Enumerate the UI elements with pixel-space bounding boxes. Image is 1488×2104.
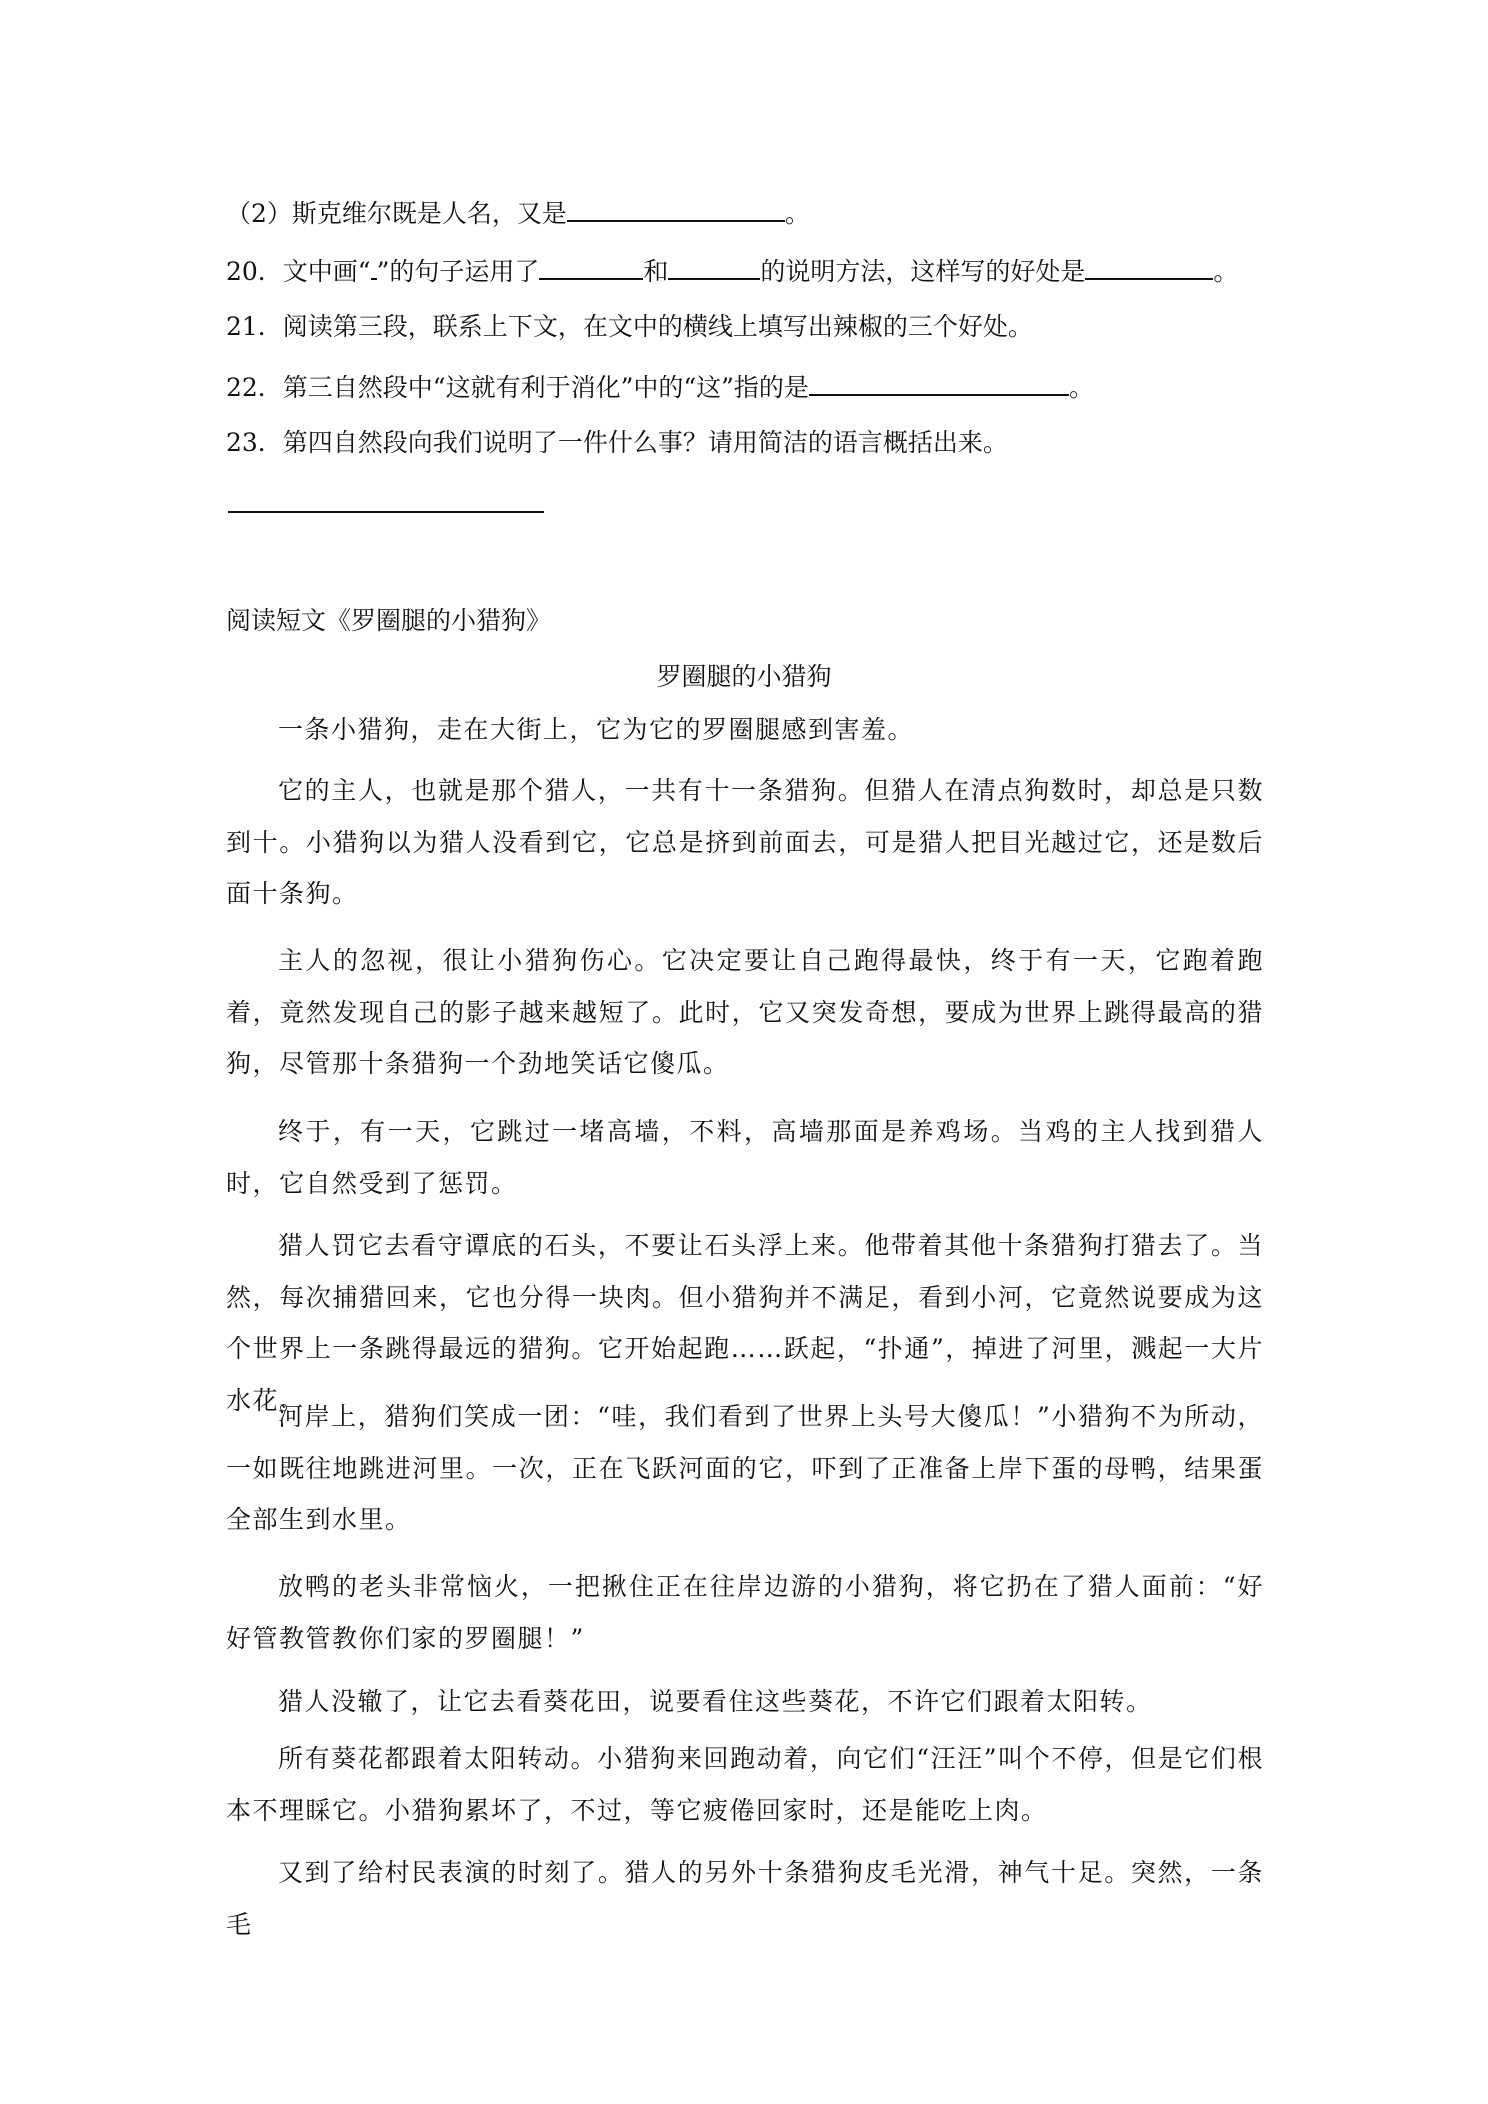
answer-blank[interactable] — [1085, 256, 1213, 280]
reading-intro: 阅读短文《罗圈腿的小猎狗》 — [226, 606, 552, 635]
answer-blank[interactable] — [539, 256, 643, 280]
passage-paragraph: 猎人没辙了，让它去看葵花田，说要看住这些葵花，不许它们跟着太阳转。 — [278, 1687, 1153, 1716]
question-19-2: （2）斯克维尔既是人名，又是 。 — [226, 199, 810, 228]
passage-paragraph: 放鸭的老头非常恼火，一把揪住正在往岸边游的小猎狗，将它扔在了猎人面前：“好好管教管教你们家的罗圈腿！” — [226, 1572, 1264, 1653]
passage-paragraph: 终于，有一天，它跳过一堵高墙，不料，高墙那面是养鸡场。当鸡的主人找到猎人时，它自然受到了惩罚。 — [226, 1117, 1264, 1198]
passage-paragraph: 猎人罚它去看守谭底的石头，不要让石头浮上来。他带着其他十条猎狗打猎去了。当然，每次捕猎回来，它也分得一块肉。但小猎狗并不满足，看到小河，它竟然说要成为这个世界上一条跳得最远的猎狗。它开始起跑……跃起，“扑通”，掉进了河里，溅起一大片水花。 — [226, 1231, 1264, 1415]
passage-paragraph: 一条小猎狗，走在大街上，它为它的罗圈腿感到害羞。 — [278, 715, 915, 744]
answer-blank[interactable] — [567, 198, 785, 222]
question-22: 22．第三自然段中“这就有利于消化”中的“这”指的是 。 — [226, 373, 1094, 402]
passage-paragraph: 主人的忽视，很让小猎狗伤心。它决定要让自己跑得最快，终于有一天，它跑着跑着，竟然发现自己的影子越来越短了。此时，它又突发奇想，要成为世界上跳得最高的猎狗，尽管那十条猎狗一个劲地笑话它傻瓜。 — [226, 946, 1264, 1078]
question-21: 21．阅读第三段，联系上下文，在文中的横线上填写出辣椒的三个好处。 — [226, 312, 1033, 341]
passage-paragraph: 所有葵花都跟着太阳转动。小猎狗来回跑动着，向它们“汪汪”叫个不停，但是它们根本不理睬它。小猎狗累坏了，不过，等它疲倦回家时，还是能吃上肉。 — [226, 1744, 1264, 1825]
question-20: 20．文中画“ ”的句子运用了 和 的说明方法，这样写的好处是 。 — [226, 257, 1239, 286]
passage-title: 罗圈腿的小猎狗 — [656, 662, 832, 691]
answer-blank[interactable] — [809, 372, 1069, 396]
passage-paragraph: 又到了给村民表演的时刻了。猎人的另外十条猎狗皮毛光滑，神气十足。突然，一条毛 — [226, 1858, 1264, 1939]
answer-blank[interactable] — [668, 256, 760, 280]
passage-paragraph: 它的主人，也就是那个猎人，一共有十一条猎狗。但猎人在清点狗数时，却总是只数到十。小猎狗以为猎人没看到它，它总是挤到前面去，可是猎人把目光越过它，还是数后面十条狗。 — [226, 776, 1264, 908]
question-23: 23．第四自然段向我们说明了一件什么事？请用简洁的语言概括出来。 — [226, 428, 1008, 457]
q19-2-text: （2）斯克维尔既是人名，又是 — [226, 199, 567, 228]
answer-line[interactable] — [228, 511, 544, 513]
passage-paragraph: 河岸上，猎狗们笑成一团：“哇，我们看到了世界上头号大傻瓜！”小猎狗不为所动，一如既往地跳进河里。一次，正在飞跃河面的它，吓到了正准备上岸下蛋的母鸭，结果蛋全部生到水里。 — [226, 1402, 1264, 1534]
